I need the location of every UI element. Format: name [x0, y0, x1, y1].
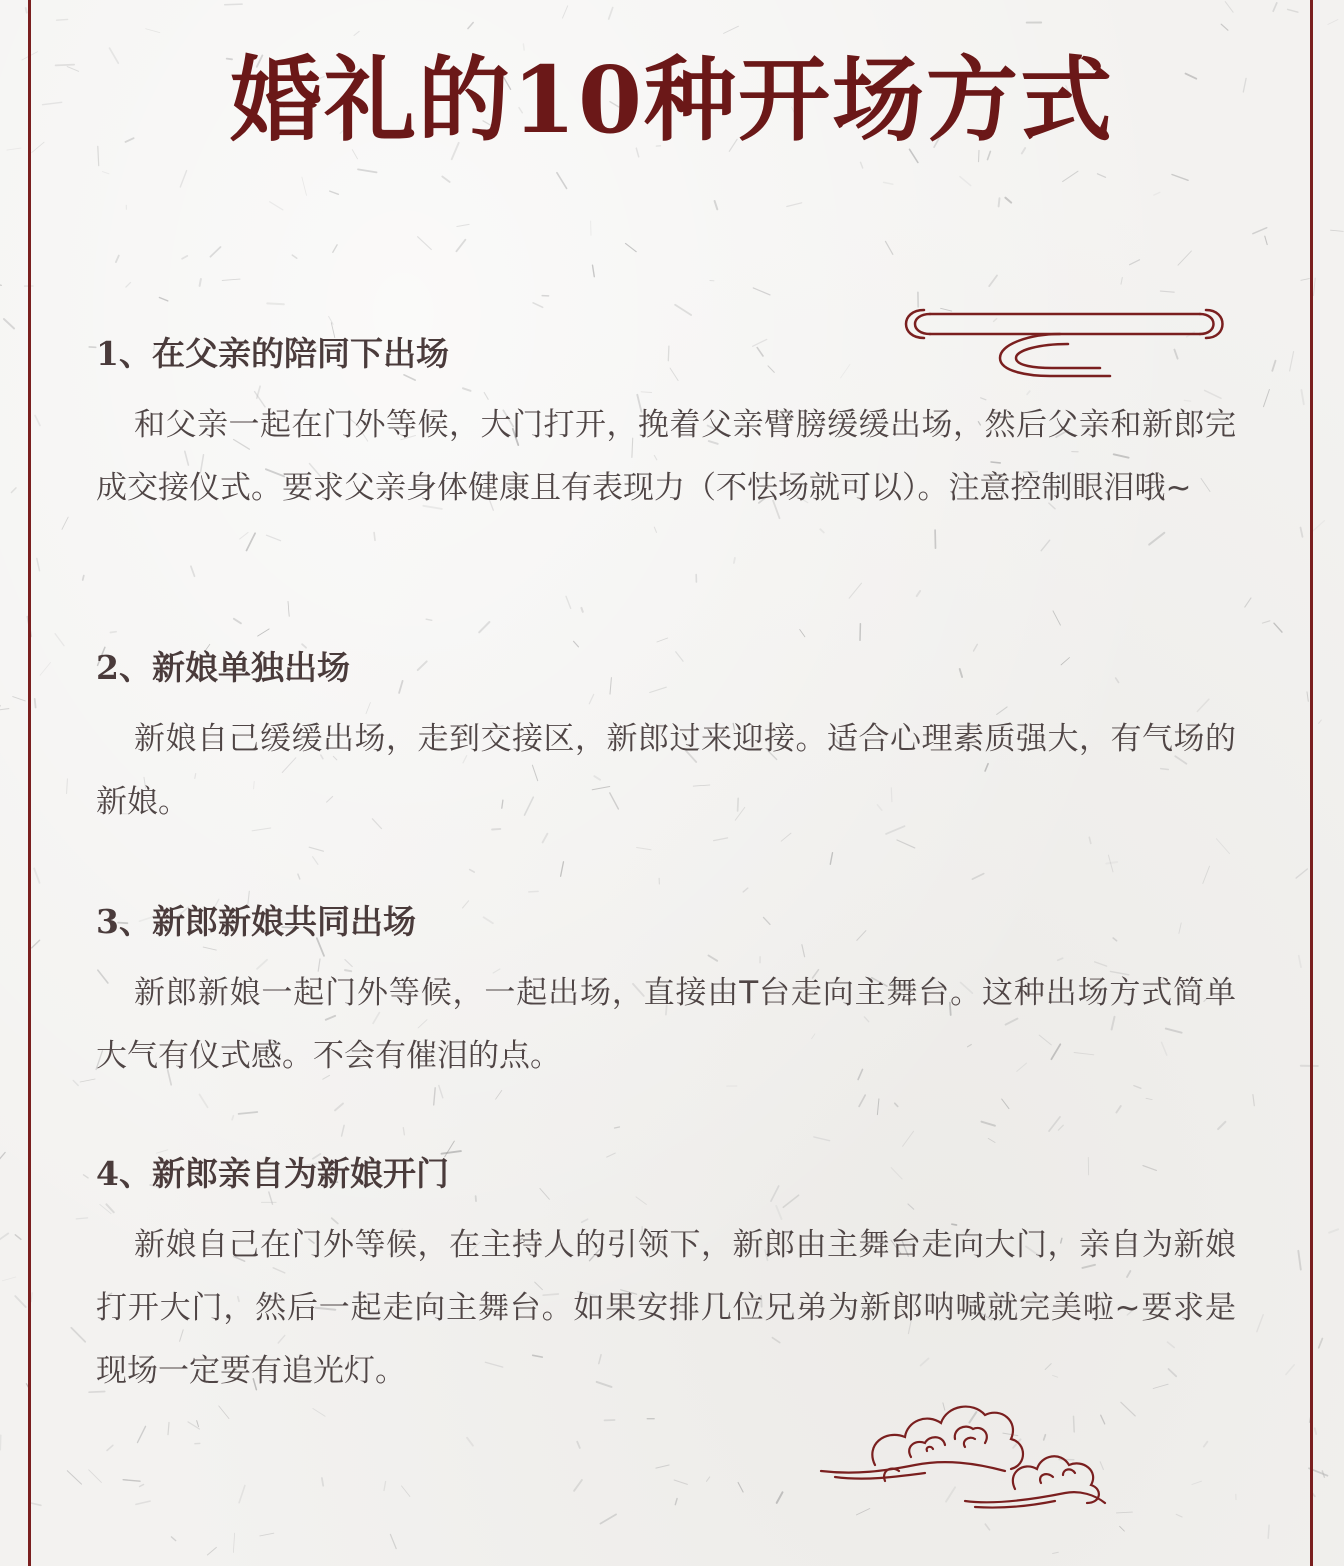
- paper-fiber: [1192, 1481, 1202, 1484]
- paper-fiber: [1301, 390, 1303, 404]
- paper-fiber: [1225, 2, 1233, 13]
- paper-fiber: [470, 870, 475, 873]
- paper-fiber: [884, 182, 893, 184]
- paper-fiber: [800, 630, 805, 637]
- paper-fiber: [1176, 1514, 1182, 1517]
- paper-fiber: [0, 1153, 5, 1162]
- paper-fiber: [89, 1470, 102, 1483]
- paper-fiber: [1245, 598, 1251, 607]
- paper-fiber: [1041, 540, 1050, 551]
- paper-fiber: [781, 833, 791, 841]
- paper-fiber: [1273, 3, 1277, 11]
- paper-fiber: [1149, 533, 1164, 545]
- paper-fiber: [1274, 623, 1282, 632]
- paper-fiber: [313, 1409, 325, 1417]
- paper-fiber: [563, 6, 568, 18]
- paper-fiber: [35, 416, 40, 426]
- paper-fiber: [561, 862, 564, 877]
- paper-fiber: [335, 1104, 343, 1111]
- paper-fiber: [777, 1492, 783, 1503]
- paper-fiber: [247, 533, 256, 550]
- paper-fiber: [1160, 291, 1174, 292]
- paper-fiber: [1178, 251, 1191, 265]
- paper-fiber: [496, 1090, 502, 1099]
- paper-fiber: [13, 697, 26, 701]
- paper-fiber: [1203, 866, 1210, 883]
- paper-fiber: [989, 276, 997, 287]
- paper-fiber: [985, 1524, 989, 1530]
- paper-fiber: [637, 848, 651, 850]
- paper-fiber: [116, 256, 119, 263]
- paper-fiber: [57, 19, 68, 20]
- paper-fiber: [239, 1112, 258, 1114]
- paper-fiber: [73, 1080, 78, 1085]
- paper-fiber: [529, 891, 538, 892]
- paper-fiber: [239, 1486, 245, 1503]
- paper-fiber: [457, 224, 469, 226]
- paper-fiber: [1121, 1402, 1135, 1416]
- paper-fiber: [333, 245, 337, 253]
- paper-fiber: [724, 26, 739, 33]
- right-border-line: [1310, 0, 1313, 1566]
- paper-fiber: [456, 240, 465, 252]
- paper-fiber: [479, 622, 489, 632]
- paper-fiber: [1058, 1125, 1063, 1130]
- paper-fiber: [1216, 839, 1229, 854]
- paper-fiber: [126, 283, 131, 288]
- paper-fiber: [557, 173, 567, 189]
- paper-fiber: [787, 203, 802, 207]
- section-body: 新郎新娘一起门外等候，一起出场，直接由T台走向主舞台。这种出场方式简单大气有仪式感。不会有催泪的点。: [96, 975, 1236, 1074]
- paper-fiber: [1265, 236, 1267, 244]
- paper-fiber: [574, 1480, 582, 1491]
- paper-fiber: [988, 1138, 995, 1142]
- paper-fiber: [2, 1277, 15, 1281]
- paper-fiber: [1098, 174, 1106, 178]
- paper-fiber: [1204, 1442, 1208, 1447]
- paper-fiber: [753, 288, 770, 295]
- section-heading: 4、新郎亲自为新娘开门: [96, 1154, 449, 1193]
- paper-fiber: [895, 1103, 898, 1106]
- paper-fiber: [1120, 1526, 1125, 1531]
- paper-fiber: [309, 847, 323, 851]
- paper-fiber: [861, 162, 863, 168]
- paper-fiber: [1218, 1122, 1225, 1129]
- paper-fiber: [40, 662, 51, 675]
- paper-fiber: [877, 1099, 879, 1115]
- paper-fiber: [738, 1483, 743, 1493]
- paper-fiber: [675, 1499, 677, 1505]
- paper-fiber: [1299, 956, 1301, 968]
- paper-fiber: [342, 1125, 345, 1136]
- paper-fiber: [1121, 278, 1122, 285]
- paper-fiber: [1328, 20, 1338, 25]
- paper-fiber: [1319, 720, 1322, 723]
- paper-fiber: [1253, 1095, 1254, 1106]
- section-heading: 3、新郎新娘共同出场: [96, 902, 416, 941]
- paper-fiber: [1130, 260, 1140, 265]
- paper-fiber: [354, 31, 359, 35]
- paper-fiber: [426, 619, 432, 620]
- paper-fiber: [814, 1137, 830, 1141]
- paper-fiber: [62, 517, 68, 529]
- paper-fiber: [1005, 198, 1011, 203]
- paper-fiber: [258, 629, 270, 636]
- paper-fiber: [1116, 1106, 1120, 1113]
- paper-fiber: [136, 1501, 150, 1504]
- paper-fiber: [4, 319, 14, 329]
- paper-fiber: [233, 1533, 234, 1552]
- paper-fiber: [820, 529, 824, 532]
- paper-fiber: [999, 198, 1000, 206]
- paper-fiber: [1331, 230, 1344, 231]
- paper-fiber: [418, 237, 432, 250]
- paper-fiber: [80, 1079, 95, 1082]
- paper-fiber: [1315, 1428, 1316, 1434]
- paper-fiber: [358, 169, 377, 172]
- paper-fiber: [200, 279, 201, 286]
- paper-fiber: [972, 874, 983, 880]
- paper-fiber: [734, 558, 735, 563]
- paper-fiber: [1301, 279, 1309, 281]
- paper-fiber: [234, 619, 241, 624]
- paper-fiber: [1053, 611, 1060, 625]
- paper-fiber: [35, 699, 36, 708]
- page-title: 婚礼的10种开场方式: [229, 46, 1115, 154]
- paper-fiber: [593, 265, 595, 277]
- paper-fiber: [260, 1533, 274, 1536]
- paper-fiber: [0, 281, 1, 285]
- paper-fiber: [675, 305, 691, 315]
- paper-fiber: [960, 177, 971, 186]
- paper-fiber: [533, 303, 543, 308]
- section-heading: 2、新娘单独出场: [96, 648, 350, 687]
- paper-fiber: [222, 279, 240, 280]
- paper-fiber: [76, 1218, 87, 1219]
- paper-fiber: [1264, 390, 1270, 407]
- paper-fiber: [37, 559, 40, 571]
- paper-fiber: [1314, 278, 1316, 296]
- paper-fiber: [1290, 352, 1294, 372]
- paper-fiber: [84, 1175, 89, 1178]
- paper-fiber: [1253, 228, 1267, 234]
- left-border-line: [28, 0, 31, 1566]
- paper-fiber: [266, 535, 280, 541]
- paper-fiber: [32, 940, 40, 948]
- paper-fiber: [0, 1233, 8, 1243]
- section-body: 新娘自己缓缓出场，走到交接区，新郎过来迎接。适合心理素质强大，有气场的新娘。: [96, 721, 1236, 820]
- paper-fiber: [1288, 9, 1298, 12]
- paper-fiber: [232, 1116, 233, 1120]
- paper-fiber: [26, 8, 27, 13]
- paper-fiber: [1307, 692, 1308, 701]
- paper-fiber: [1049, 1117, 1060, 1131]
- section-body: 新娘自己在门外等候，在主持人的引领下，新郎由主舞台走向大门，亲自为新娘打开大门，然后一起走向主舞台。如果安排几位兄弟为新郎呐喊就完美啦~要求是现场一定要有追光灯。: [96, 1227, 1236, 1389]
- section-4: [96, 1152, 1236, 1403]
- paper-fiber: [1106, 862, 1117, 864]
- paper-fiber: [0, 1435, 1, 1449]
- paper-fiber: [1262, 621, 1270, 623]
- paper-fiber: [707, 1477, 710, 1481]
- section-heading: 1、在父亲的陪同下出场: [96, 334, 449, 373]
- paper-fiber: [543, 834, 548, 843]
- paper-fiber: [715, 201, 718, 209]
- paper-fiber: [1272, 361, 1275, 371]
- paper-fiber: [384, 1482, 386, 1491]
- paper-fiber: [403, 1128, 404, 1135]
- paper-fiber: [329, 316, 334, 324]
- paper-fiber: [322, 1478, 323, 1486]
- paper-fiber: [225, 4, 242, 5]
- paper-fiber: [102, 172, 109, 174]
- paper-fiber: [1146, 1098, 1152, 1099]
- paper-fiber: [146, 29, 160, 33]
- paper-fiber: [288, 601, 289, 616]
- paper-fiber: [982, 1122, 995, 1126]
- paper-fiber: [903, 1131, 914, 1146]
- paper-fiber: [15, 1235, 21, 1240]
- paper-fiber: [714, 838, 728, 841]
- paper-fiber: [197, 1421, 199, 1427]
- paper-fiber: [1301, 528, 1303, 537]
- paper-fiber: [859, 1095, 865, 1106]
- paper-fiber: [656, 1465, 669, 1468]
- paper-fiber: [1257, 1315, 1263, 1332]
- section-1: [96, 332, 1236, 520]
- paper-fiber: [1286, 1365, 1294, 1375]
- section-body: 和父亲一起在门外等候，大门打开，挽着父亲臂膀缓缓出场，然后父亲和新郎完成交接仪式。要求父亲身体健康且有表现力（不怯场就可以）。注意控制眼泪哦~: [96, 407, 1236, 506]
- paper-fiber: [330, 191, 339, 194]
- paper-fiber: [159, 298, 167, 301]
- paper-fiber: [467, 1438, 473, 1446]
- paper-fiber: [292, 255, 297, 258]
- paper-fiber: [654, 527, 656, 532]
- paper-fiber: [390, 1534, 396, 1548]
- paper-fiber: [270, 202, 283, 210]
- paper-fiber: [849, 583, 861, 598]
- paper-fiber: [577, 1442, 580, 1448]
- paper-fiber: [182, 256, 187, 259]
- paper-fiber: [1089, 837, 1091, 843]
- paper-fiber: [434, 1088, 436, 1105]
- paper-fiber: [210, 247, 220, 257]
- section-2: [96, 646, 1236, 834]
- paper-fiber: [1063, 171, 1078, 181]
- paper-fiber: [15, 1296, 25, 1307]
- paper-fiber: [609, 8, 613, 19]
- paper-fiber: [298, 874, 300, 879]
- paper-fiber: [110, 632, 116, 633]
- paper-fiber: [1268, 1525, 1269, 1538]
- paper-fiber: [626, 243, 637, 251]
- paper-fiber: [267, 303, 284, 304]
- paper-fiber: [402, 1486, 410, 1497]
- paper-fiber: [1298, 1251, 1301, 1270]
- paper-fiber: [600, 1514, 616, 1523]
- paper-fiber: [34, 869, 39, 883]
- paper-fiber: [442, 177, 449, 183]
- paper-fiber: [581, 608, 582, 612]
- paper-fiber: [71, 1328, 85, 1342]
- paper-fiber: [1329, 1229, 1338, 1232]
- paper-fiber: [674, 1480, 687, 1484]
- paper-fiber: [180, 171, 186, 187]
- paper-fiber: [200, 1095, 208, 1108]
- paper-fiber: [123, 1480, 140, 1482]
- paper-fiber: [191, 566, 195, 576]
- paper-fiber: [302, 177, 307, 195]
- paper-fiber: [138, 1426, 146, 1442]
- paper-fiber: [1296, 869, 1307, 878]
- paper-fiber: [171, 1537, 175, 1541]
- paper-fiber: [168, 1423, 169, 1435]
- paper-fiber: [468, 23, 473, 29]
- paper-fiber: [83, 576, 84, 580]
- paper-fiber: [1002, 1099, 1009, 1109]
- paper-fiber: [67, 1471, 81, 1484]
- paper-fiber: [830, 853, 832, 865]
- paper-fiber: [886, 241, 893, 254]
- section-3: [96, 900, 1236, 1088]
- paper-fiber: [107, 1445, 113, 1450]
- paper-fiber: [1053, 1552, 1059, 1553]
- paper-fiber: [1221, 24, 1228, 30]
- paper-fiber: [240, 532, 248, 539]
- paper-fiber: [207, 1547, 216, 1555]
- paper-fiber: [374, 533, 375, 541]
- paper-fiber: [219, 1406, 229, 1419]
- paper-fiber: [657, 638, 668, 642]
- paper-fiber: [31, 1293, 32, 1302]
- auspicious-cloud-icon: [815, 1385, 1115, 1515]
- paper-fiber: [1116, 1512, 1132, 1513]
- paper-fiber: [1319, 1339, 1323, 1348]
- paper-fiber: [1172, 175, 1188, 181]
- paper-fiber: [615, 1127, 620, 1128]
- paper-fiber: [55, 634, 64, 646]
- paper-fiber: [917, 591, 920, 596]
- paper-fiber: [743, 888, 748, 892]
- paper-fiber: [11, 488, 16, 493]
- paper-fiber: [897, 840, 915, 848]
- paper-fiber: [67, 779, 68, 794]
- paper-fiber: [0, 709, 9, 711]
- paper-fiber: [313, 857, 318, 865]
- paper-fiber: [566, 596, 571, 608]
- paper-fiber: [140, 1485, 144, 1487]
- paper-fiber: [1154, 192, 1160, 195]
